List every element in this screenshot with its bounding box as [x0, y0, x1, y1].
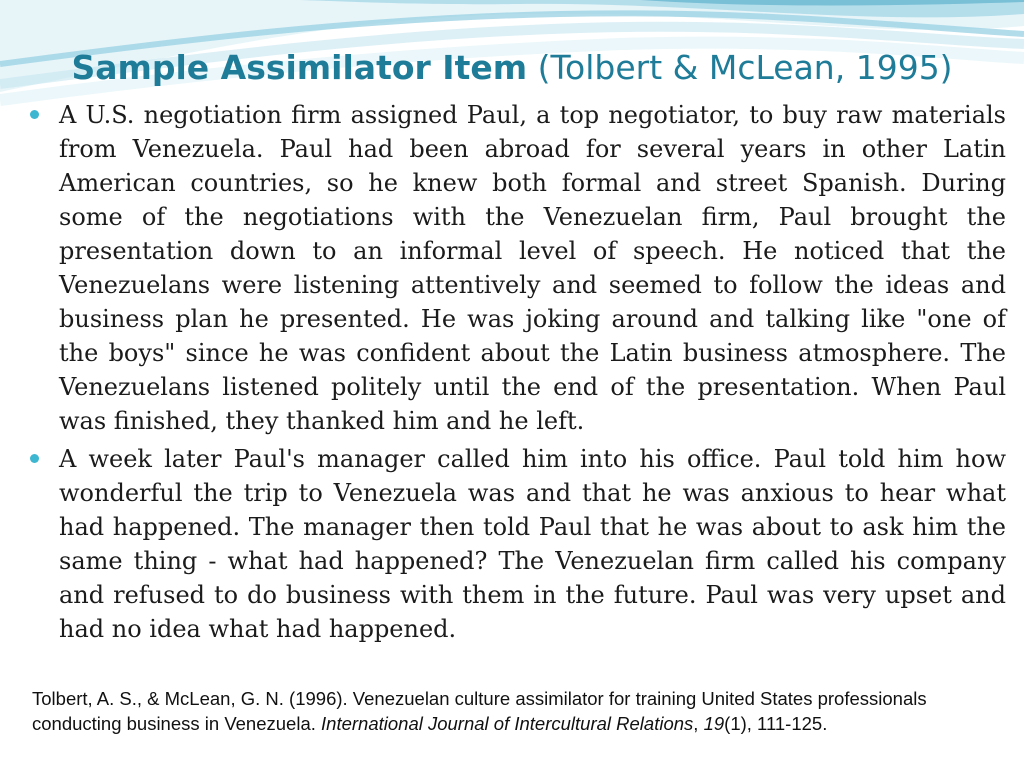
- reference: [32, 686, 1007, 736]
- title-main: Sample Assimilator Item: [71, 48, 528, 87]
- slide-title: [0, 44, 1024, 92]
- bullet-text: A week later Paul's manager called him into his office. Paul told him how wonderful the trip to Venezuela was and that he was anxious to hear what had happened. The manager then told Paul that he was about to ask him the same thing - what had happened? The Venezuelan firm called his company and refused to do business with them in the future. Paul was very upset and had no idea what had happened.: [59, 445, 1006, 643]
- bullet-dot-icon: [30, 110, 39, 119]
- reference-authors: Tolbert, A. S., & McLean, G. N. (1996). Venezuelan culture assimilator for training United States professionals conducting business in Venezuela.: [32, 688, 927, 734]
- reference-sep: ,: [693, 713, 704, 734]
- reference-journal: International Journal of Intercultural Relations: [321, 713, 694, 734]
- reference-volume: 19: [703, 713, 725, 734]
- bullet-item: [26, 98, 1006, 438]
- reference-issue-pages: (1), 111-125.: [724, 713, 828, 734]
- bullet-dot-icon: [30, 454, 39, 463]
- bullet-text: A U.S. negotiation firm assigned Paul, a top negotiator, to buy raw materials from Venezuela. Paul had been abroad for several years in other Latin American countries, so he knew both formal and street Spanish. During some of the negotiations with the Venezuelan firm, Paul brought the presentation down to an informal level of speech. He noticed that the Venezuelans were listening attentively and seemed to follow the ideas and business plan he presented. He was joking around and talking like "one of the boys" since he was confident about the Latin business atmosphere. The Venezuelans listened politely until the end of the presentation. When Paul was finished, they thanked him and he left.: [59, 101, 1006, 435]
- bullet-list: [26, 98, 1006, 650]
- bullet-item: [26, 442, 1006, 646]
- title-citation: (Tolbert & McLean, 1995): [537, 48, 953, 87]
